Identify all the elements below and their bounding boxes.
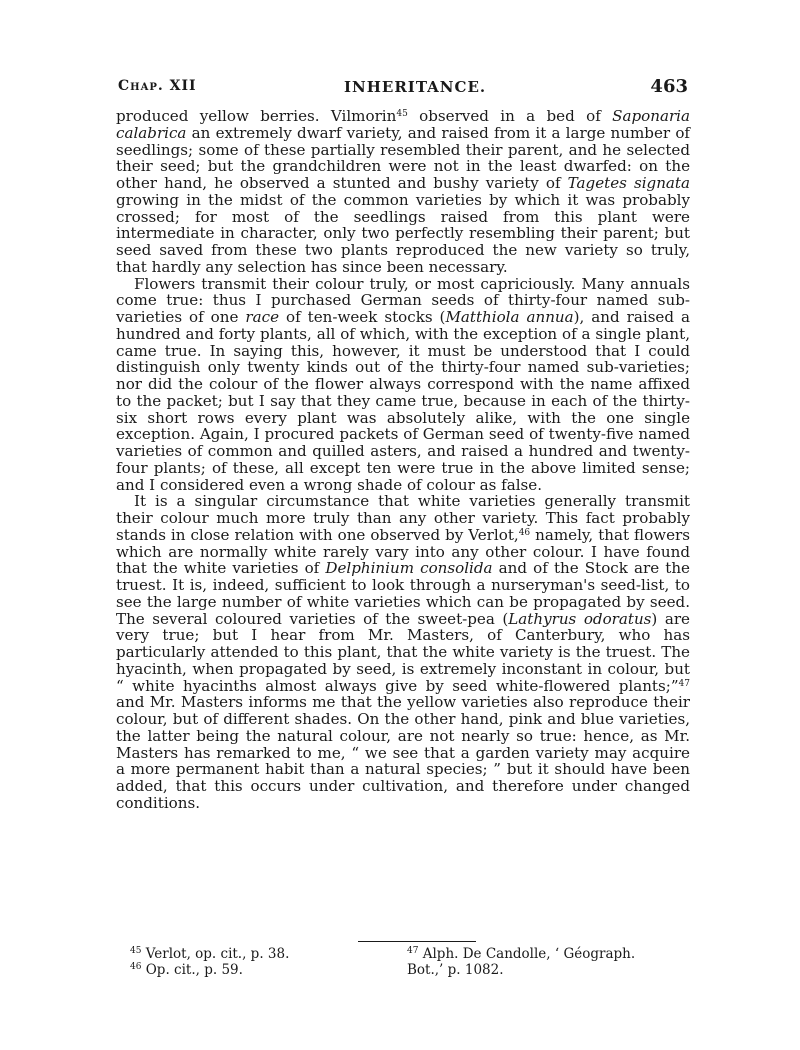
footnotes-left-column [130, 946, 289, 978]
chapter-label: Chap. XII [118, 78, 197, 94]
footnote [130, 962, 289, 978]
italic-term: Lathyrus odoratus [508, 609, 652, 628]
italic-term: Saponaria calabrica [116, 107, 690, 142]
italic-term: race [245, 308, 280, 326]
footnote-text: Alph. De Candolle, ‘ Géograph. [418, 946, 636, 962]
text-run: observed in a bed of [407, 107, 613, 125]
footnote-number: 47 [407, 946, 419, 956]
footnote-marker: 45 [396, 109, 408, 119]
footnote-marker: 46 [518, 527, 531, 538]
running-title: INHERITANCE. [344, 78, 487, 96]
footnote [407, 962, 635, 978]
paragraph [116, 276, 690, 494]
page-number: 463 [650, 76, 688, 97]
footnotes-right-column [407, 946, 635, 978]
body-text [116, 108, 690, 812]
paragraph [116, 108, 690, 276]
text-run: Flowers transmit their colour truly, or most capriciously. Many annuals come true: thus I purchased German seeds of thirty-four named sub-varieties of one [116, 274, 690, 326]
footnote-text: Verlot, op. cit., p. 38. [141, 946, 290, 962]
paragraph [116, 493, 690, 811]
text-run: an extremely dwarf variety, and raised from it a large number of seedlings; some of these partially resembled their parent, and he selected their seed; but the grandchildren were not in the least dwarfed: on the other hand, he observed a stunted and bushy variety of [116, 123, 690, 192]
footnote [407, 946, 635, 962]
italic-term: Delphinium consolida [325, 559, 493, 578]
text-run: growing in the midst of the common varieties by which it was probably crossed; for most of the seedlings raised from this plant were intermediate in character, only two perfectly resembling their parent; but seed saved from these two plants reproduced the new variety so truly, that hardly any selection has since been necessary. [116, 190, 690, 276]
italic-term: Matthiola annua [445, 308, 574, 326]
text-run: It is a singular circumstance that white varieties generally transmit their colour much more truly than any other variety. This fact probably stands in close relation with one observed by Verlot, [116, 492, 690, 544]
italic-term: Tagetes signata [567, 174, 690, 192]
text-run: and of the Stock are the truest. It is, indeed, sufficient to look through a nurseryman's seed-list, to see the large number of white varieties which can be propagated by seed. The several coloured varieties of the sweet-pea ( [116, 559, 690, 628]
text-run: and Mr. Masters informs me that the yellow varieties also reproduce their colour, but of different shades. On the other hand, pink and blue varieties, the latter being the natural colour, are not nearly so true: hence, as Mr. Masters has remarked to me, “ we see that a garden variety may acquire a more permanent habit than a natural species; ” but it should have been added, that this occurs under cultivation, and therefore under changed conditions. [116, 693, 690, 812]
footnote-marker: 47 [678, 678, 690, 689]
footnote-text: Op. cit., p. 59. [141, 962, 243, 978]
text-run: namely, that flowers which are normally white rarely vary into any other colour. I have found that the white varieties of [116, 525, 690, 578]
text-run: ), and raised a hundred and forty plants, all of which, with the exception of a single plant, came true. In saying this, however, it must be understood that I could distinguish only twenty kinds out of the thirty-four named sub-varieties; nor did the colour of the flower always correspond with the name affixed to the packet; but I say that they came true, because in each of the thirty-six short rows every plant was absolutely alike, with the one single exception. Again, I procured packets of German seed of twenty-five named varieties of common and quilled asters, and raised a hundred and twenty-four plants; of these, all except ten were true in the above limited sense; and I considered even a wrong shade of colour as false. [116, 308, 690, 494]
page-header [118, 78, 688, 108]
text-run: of ten-week stocks ( [279, 308, 446, 326]
text-run: produced yellow berries. Vilmorin [116, 107, 397, 125]
footnote-number: 45 [130, 946, 142, 956]
footnote-rule [358, 941, 476, 942]
footnote-text: Bot.,’ p. 1082. [407, 962, 504, 978]
footnote-number: 46 [130, 962, 142, 972]
text-run: ) are very true; but I hear from Mr. Masters, of Canterbury, who has particularly attended to this plant, that the white variety is the truest. The hyacinth, when propagated by seed, is extremely inconstant in colour, but “ white hyacinths almost always give by seed white-flowered plants;” [116, 609, 690, 695]
footnote [130, 946, 289, 962]
